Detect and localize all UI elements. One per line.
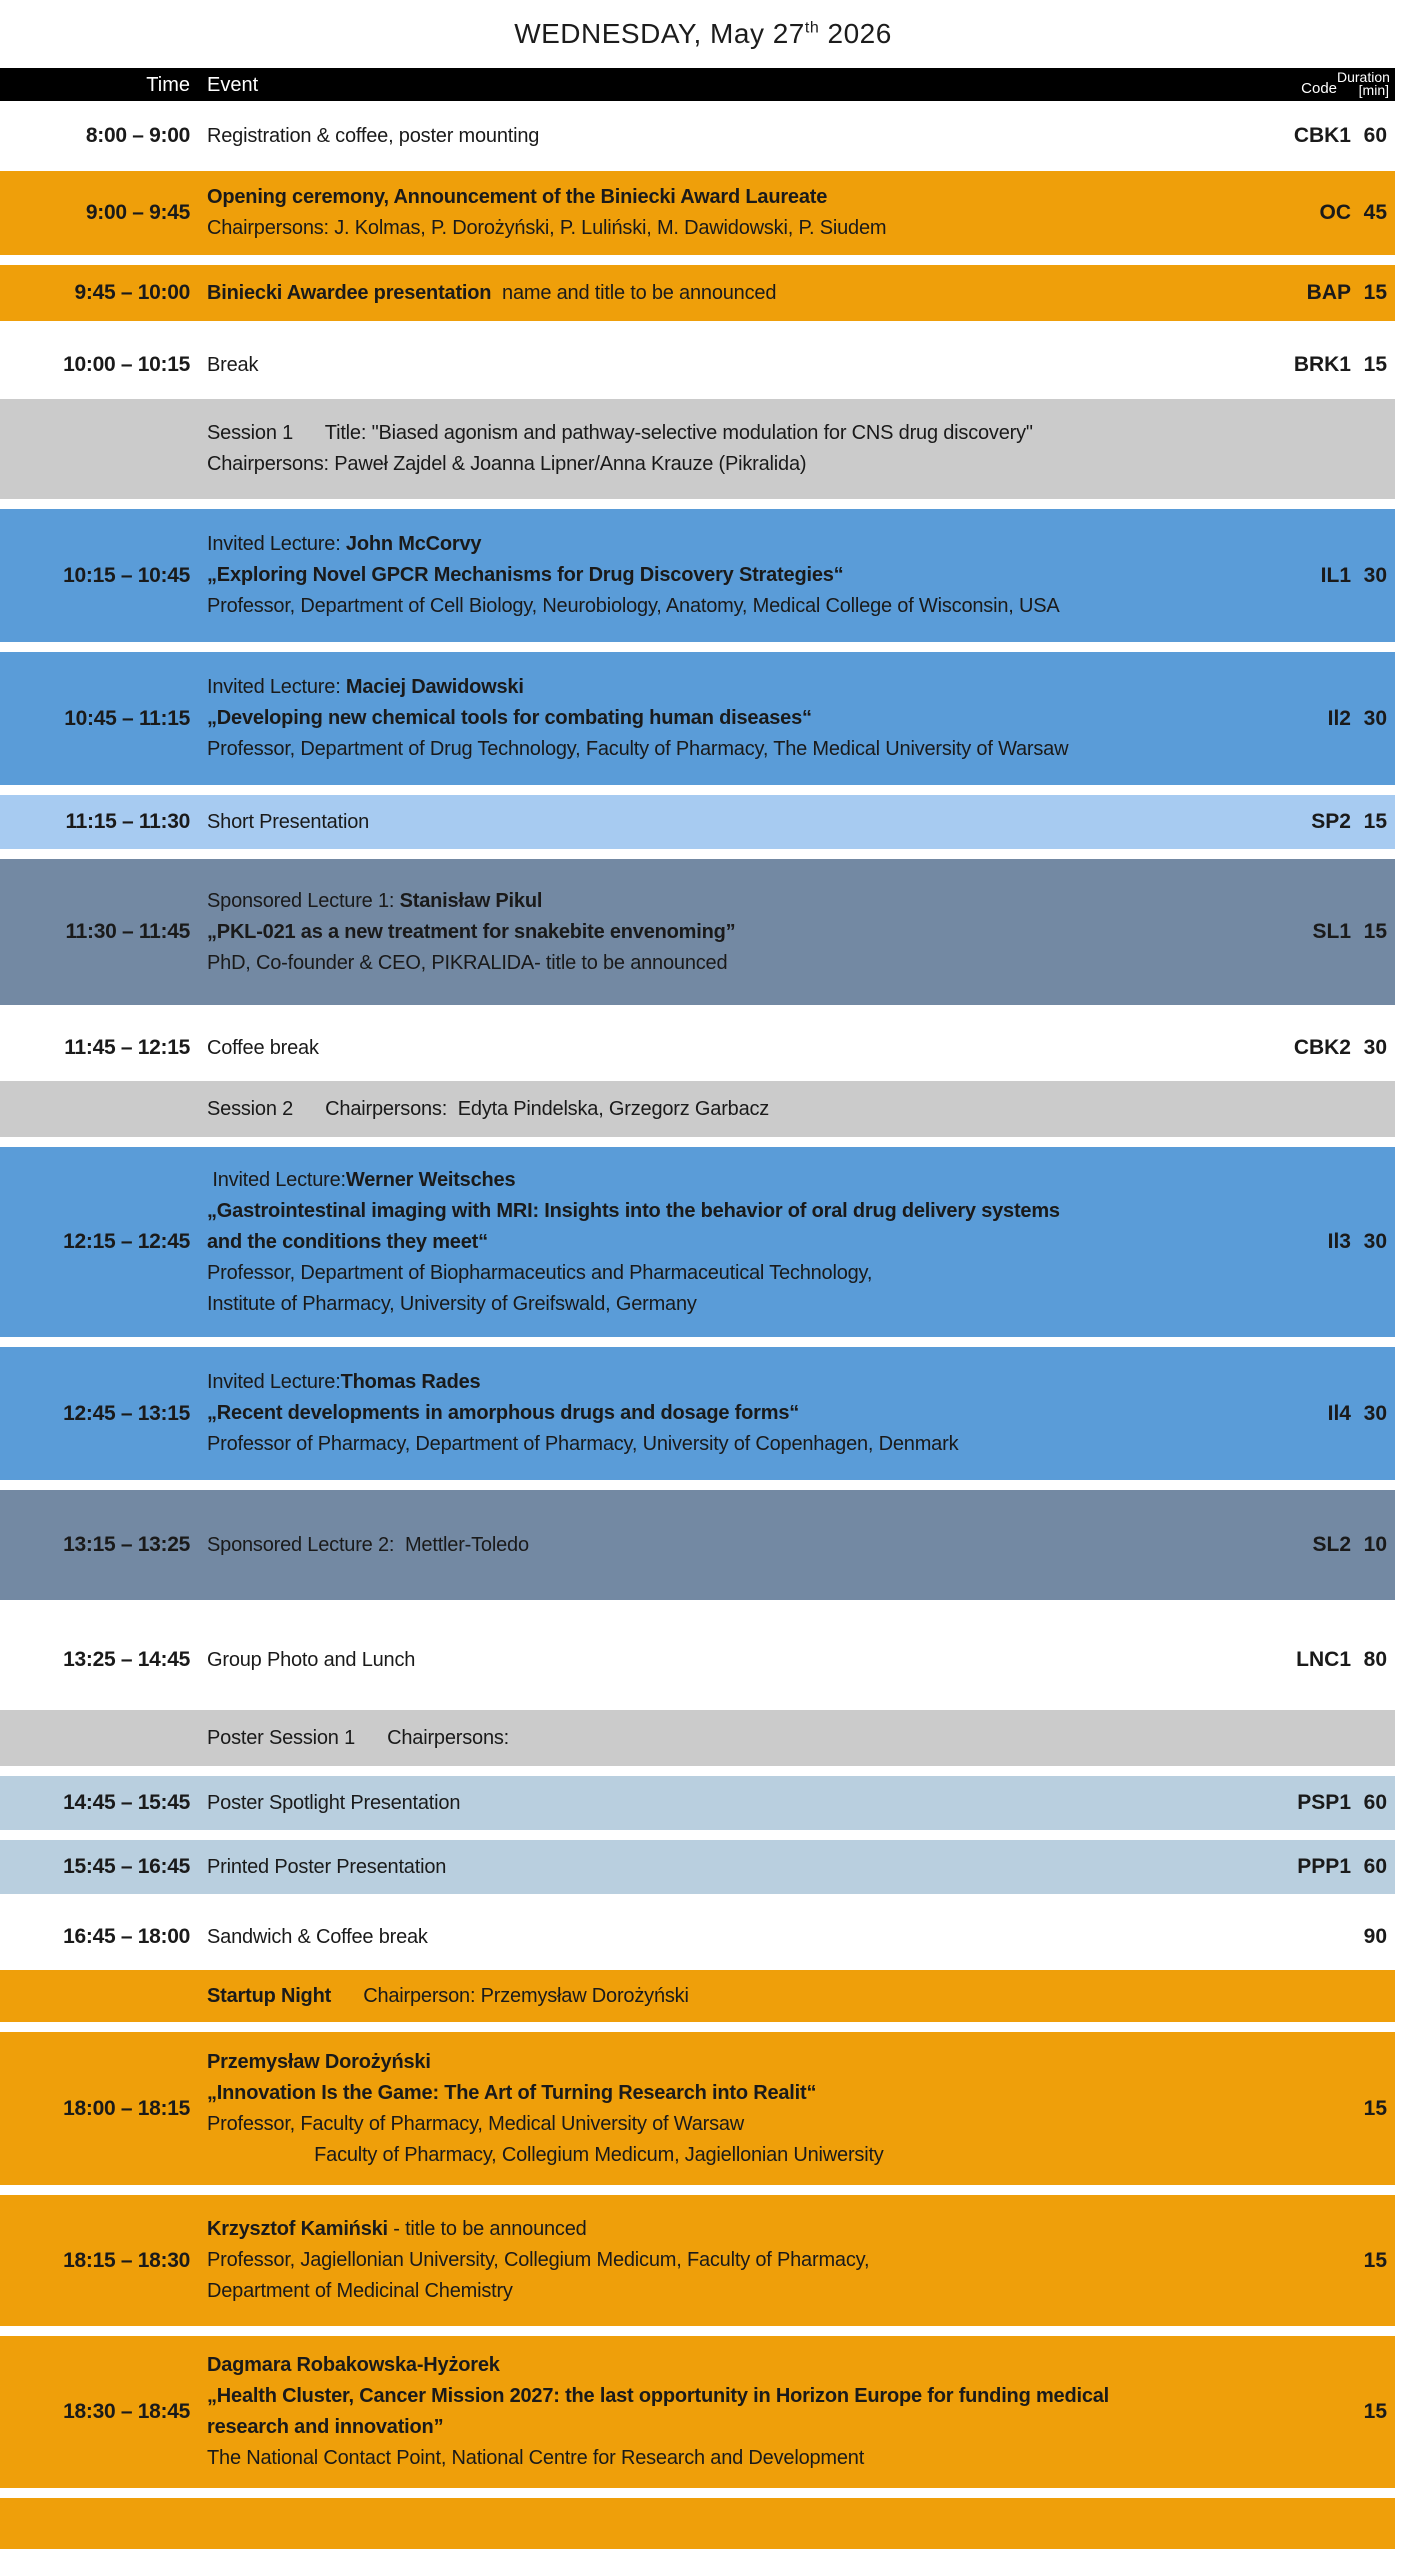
- time-range: 11:30 – 11:45: [65, 920, 190, 943]
- header-duration-line1: Duration: [1337, 69, 1390, 85]
- event-description: [190, 111, 1241, 162]
- event-description: [190, 172, 1241, 254]
- event-text: „PKL-021 as a new treatment for snakebite envenoming”: [207, 920, 736, 943]
- event-code: IL1: [1320, 563, 1351, 587]
- event-duration: 15: [1363, 2400, 1387, 2423]
- event-text: Invited Lecture:: [207, 1371, 341, 1393]
- event-text: Maciej Dawidowski: [345, 676, 524, 698]
- event-line: [207, 121, 1233, 152]
- event-code: BAP: [1306, 281, 1351, 304]
- event-text: Dagmara Robakowska-Hyżorek: [207, 2354, 500, 2376]
- time-range: 12:15 – 12:45: [63, 1230, 190, 1253]
- event-text: Professor, Department of Cell Biology, Neurobiology, Anatomy, Medical College of Wisconsin, USA: [207, 595, 1060, 617]
- page-title: [0, 0, 1406, 68]
- event-description: [190, 1842, 1241, 1893]
- time-range: 11:45 – 12:15: [64, 1036, 190, 1059]
- schedule-row-SL1: [0, 859, 1395, 1005]
- schedule-row-19: [0, 1970, 1395, 2022]
- event-line: [207, 278, 1233, 309]
- event-line: [207, 2214, 1233, 2245]
- event-line: [207, 560, 1233, 591]
- event-code: Il2: [1327, 706, 1351, 730]
- schedule-row-Il2: [0, 652, 1395, 785]
- schedule-row-22: [0, 2336, 1395, 2488]
- event-text: Professor, Faculty of Pharmacy, Medical University of Warsaw: [207, 2112, 745, 2135]
- event-text: Coffee break: [207, 1036, 319, 1059]
- event-text: Invited Lecture:: [207, 1168, 346, 1191]
- event-line: [207, 917, 1233, 948]
- event-text: Professor, Jagiellonian University, Collegium Medicum, Faculty of Pharmacy,: [207, 2249, 870, 2271]
- event-duration: 60: [1363, 124, 1387, 147]
- title-date: WEDNESDAY, May 27: [514, 18, 805, 49]
- event-text: Group Photo and Lunch: [207, 1648, 416, 1671]
- event-code: SL2: [1312, 1533, 1351, 1556]
- event-duration: 15: [1363, 353, 1387, 376]
- event-line: [207, 1289, 1233, 1320]
- event-line: [207, 1165, 1233, 1196]
- schedule-row-SP2: [0, 795, 1395, 849]
- event-code: SL1: [1312, 920, 1351, 943]
- event-text: Session 2 Chairpersons: Edyta Pindelska, Grzegorz Garbacz: [207, 1097, 770, 1120]
- event-line: [207, 2381, 1233, 2412]
- table-header: [0, 68, 1395, 101]
- schedule-row-OC: [0, 171, 1395, 255]
- event-text: Professor, Department of Biopharmaceutics and Pharmaceutical Technology,: [207, 1261, 873, 1284]
- event-code: OC: [1319, 201, 1351, 224]
- schedule-row-15: [0, 1710, 1395, 1766]
- event-line: [207, 948, 1233, 979]
- event-line: [207, 2276, 1233, 2307]
- event-line: [207, 2140, 1233, 2171]
- event-line: [207, 350, 1233, 381]
- event-text: Professor of Pharmacy, Department of Pharmacy, University of Copenhagen, Denmark: [207, 1433, 959, 1455]
- event-description: [190, 662, 1241, 775]
- time-range: 15:45 – 16:45: [63, 1855, 190, 1878]
- event-text: „Developing new chemical tools for combating human diseases“: [207, 707, 812, 729]
- event-duration: 45: [1363, 201, 1387, 224]
- event-description: [190, 1713, 1241, 1764]
- event-text: research and innovation”: [207, 2416, 444, 2438]
- event-line: [207, 182, 1233, 213]
- event-text: Invited Lecture:: [207, 676, 346, 698]
- schedule-row-23: [0, 2498, 1395, 2549]
- event-line: [207, 2078, 1233, 2109]
- event-duration: 60: [1363, 1791, 1387, 1814]
- event-line: [207, 672, 1233, 703]
- event-line: [207, 2350, 1233, 2381]
- schedule-row-CBK1: [0, 101, 1395, 171]
- event-text: Thomas Rades: [340, 1371, 481, 1393]
- event-text: Department of Medicinal Chemistry: [207, 2280, 513, 2302]
- header-code: Code: [1301, 80, 1337, 97]
- event-duration: 15: [1363, 920, 1387, 943]
- event-line: [207, 1196, 1233, 1227]
- event-line: [207, 1094, 1233, 1125]
- event-text: Poster Spotlight Presentation: [207, 1791, 461, 1814]
- event-duration: 15: [1363, 810, 1387, 833]
- time-range: 16:45 – 18:00: [63, 1925, 190, 1948]
- event-text: Break: [207, 353, 259, 376]
- event-line: [207, 591, 1233, 622]
- event-duration: 30: [1363, 1401, 1387, 1425]
- time-range: 9:45 – 10:00: [74, 281, 190, 304]
- schedule-row-Il3: [0, 1147, 1395, 1337]
- event-text: PhD, Co-founder & CEO, PIKRALIDA- title to be announced: [207, 951, 728, 974]
- event-text: Professor, Department of Drug Technology, Faculty of Pharmacy, The Medical University of Warsaw: [207, 738, 1069, 760]
- event-code: CBK1: [1293, 124, 1351, 147]
- event-text: Session 1 Title: "Biased agonism and pathway-selective modulation for CNS drug discovery": [207, 422, 1033, 444]
- event-text: Przemysław Dorożyński: [207, 2050, 431, 2073]
- event-line: [207, 2443, 1233, 2474]
- event-description: [190, 340, 1241, 391]
- schedule-row-BAP: [0, 265, 1395, 321]
- event-line: [207, 1788, 1233, 1819]
- event-text: Stanisław Pikul: [399, 889, 543, 912]
- schedule-row-BRK1: [0, 331, 1395, 399]
- event-text: Poster Session 1 Chairpersons:: [207, 1726, 510, 1749]
- time-range: 9:00 – 9:45: [85, 201, 190, 224]
- event-text: Institute of Pharmacy, University of Greifswald, Germany: [207, 1292, 697, 1315]
- event-description: [190, 268, 1241, 319]
- event-description: [190, 2204, 1241, 2317]
- event-description: [190, 1520, 1241, 1571]
- event-line: [207, 2245, 1233, 2276]
- event-line: [207, 1033, 1233, 1064]
- event-code: PSP1: [1297, 1791, 1351, 1814]
- schedule-row-10: [0, 1081, 1395, 1137]
- event-line: [207, 1429, 1233, 1460]
- event-description: [190, 1084, 1241, 1135]
- event-text: Short Presentation: [207, 810, 370, 833]
- event-description: [190, 2340, 1241, 2484]
- event-line: [207, 1367, 1233, 1398]
- event-line: [207, 807, 1233, 838]
- schedule-row-20: [0, 2032, 1395, 2185]
- event-code: Il4: [1327, 1401, 1351, 1425]
- event-text: Werner Weitsches: [345, 1168, 516, 1191]
- event-text: Registration & coffee, poster mounting: [207, 124, 540, 147]
- event-description: [190, 876, 1241, 989]
- event-description: [190, 1912, 1241, 1963]
- time-range: 18:15 – 18:30: [63, 2248, 190, 2272]
- event-line: [207, 1645, 1233, 1676]
- event-duration: 15: [1363, 281, 1387, 304]
- event-description: [190, 1357, 1241, 1470]
- event-text: Startup Night: [207, 1984, 332, 2007]
- event-description: [190, 1971, 1241, 2022]
- event-line: [207, 1398, 1233, 1429]
- event-line: [207, 1723, 1233, 1754]
- event-duration: 30: [1363, 1230, 1387, 1253]
- header-duration-line2: [min]: [1358, 82, 1389, 98]
- event-duration: 90: [1363, 1925, 1387, 1948]
- schedule-row-Il4: [0, 1347, 1395, 1480]
- event-description: [190, 1778, 1241, 1829]
- schedule-row-LNC1: [0, 1610, 1395, 1710]
- event-description: [190, 1635, 1241, 1686]
- event-text: Sandwich & Coffee break: [207, 1925, 428, 1948]
- time-range: 13:25 – 14:45: [63, 1648, 190, 1671]
- event-line: [207, 886, 1233, 917]
- time-range: 14:45 – 15:45: [63, 1791, 190, 1814]
- event-code: SP2: [1311, 810, 1351, 833]
- event-text: name and title to be announced: [491, 281, 777, 304]
- time-range: 18:30 – 18:45: [63, 2400, 190, 2423]
- event-line: [207, 418, 1233, 449]
- event-line: [207, 449, 1233, 480]
- event-text: John McCorvy: [345, 533, 482, 555]
- event-duration: 30: [1363, 563, 1387, 587]
- event-line: [207, 1922, 1233, 1953]
- event-text: „Recent developments in amorphous drugs and dosage forms“: [207, 1402, 800, 1424]
- event-text: Chairpersons: J. Kolmas, P. Dorożyński, P. Luliński, M. Dawidowski, P. Siudem: [207, 217, 887, 239]
- header-duration: [1337, 71, 1395, 97]
- event-duration: 15: [1363, 2096, 1387, 2120]
- time-range: 10:15 – 10:45: [63, 563, 190, 587]
- event-text: The National Contact Point, National Centre for Research and Development: [207, 2447, 865, 2469]
- event-text: „Innovation Is the Game: The Art of Turning Research into Realit“: [207, 2081, 817, 2104]
- schedule-row-CBK2: [0, 1015, 1395, 1081]
- event-text: Printed Poster Presentation: [207, 1855, 447, 1878]
- event-text: „Exploring Novel GPCR Mechanisms for Drug Discovery Strategies“: [207, 564, 844, 586]
- event-text: Chairpersons: Paweł Zajdel & Joanna Lipner/Anna Krauze (Pikralida): [207, 453, 807, 475]
- event-duration: 15: [1363, 2248, 1387, 2272]
- event-text: Chairperson: Przemysław Dorożyński: [331, 1984, 689, 2007]
- event-text: Biniecki Awardee presentation: [207, 281, 492, 304]
- event-text: Sponsored Lecture 2: Mettler-Toledo: [207, 1533, 529, 1556]
- time-range: 11:15 – 11:30: [65, 810, 190, 833]
- time-range: 10:00 – 10:15: [63, 353, 190, 376]
- event-text: „Gastrointestinal imaging with MRI: Insights into the behavior of oral drug delivery systems: [207, 1199, 1060, 1222]
- event-line: [207, 529, 1233, 560]
- event-description: [190, 519, 1241, 632]
- event-text: Faculty of Pharmacy, Collegium Medicum, Jagiellonian Uniwersity: [207, 2143, 884, 2166]
- event-code: CBK2: [1293, 1036, 1351, 1059]
- event-text: and the conditions they meet“: [207, 1230, 488, 1253]
- time-range: 12:45 – 13:15: [63, 1401, 190, 1425]
- title-ordinal: th: [804, 19, 820, 37]
- schedule-table: [0, 101, 1406, 2549]
- event-code: LNC1: [1296, 1648, 1351, 1671]
- event-text: Invited Lecture:: [207, 533, 346, 555]
- schedule-row-PPP1: [0, 1840, 1395, 1894]
- event-line: [207, 213, 1233, 244]
- schedule-row-21: [0, 2195, 1395, 2326]
- event-description: [190, 408, 1241, 490]
- header-event: Event: [207, 74, 259, 96]
- event-description: [190, 2037, 1241, 2181]
- event-line: [207, 2412, 1233, 2443]
- event-duration: 80: [1363, 1648, 1387, 1671]
- event-duration: 30: [1363, 1036, 1387, 1059]
- schedule-row-SL2: [0, 1490, 1395, 1600]
- time-range: 10:45 – 11:15: [64, 706, 190, 730]
- event-line: [207, 1530, 1233, 1561]
- event-code: PPP1: [1297, 1855, 1351, 1878]
- event-line: [207, 2109, 1233, 2140]
- event-code: Il3: [1327, 1230, 1351, 1253]
- event-line: [207, 1981, 1233, 2012]
- event-description: [190, 1155, 1241, 1330]
- event-duration: 30: [1363, 706, 1387, 730]
- event-description: [190, 797, 1241, 848]
- event-line: [207, 1852, 1233, 1883]
- header-time: Time: [146, 74, 190, 96]
- event-line: [207, 1227, 1233, 1258]
- schedule-row-18: [0, 1904, 1395, 1970]
- event-duration: 60: [1363, 1855, 1387, 1878]
- event-text: Opening ceremony, Announcement of the Biniecki Award Laureate: [207, 186, 828, 208]
- event-line: [207, 2047, 1233, 2078]
- time-range: 18:00 – 18:15: [63, 2096, 190, 2120]
- event-description: [190, 1023, 1241, 1074]
- event-duration: 10: [1363, 1533, 1387, 1556]
- event-text: Sponsored Lecture 1:: [207, 889, 400, 912]
- event-line: [207, 734, 1233, 765]
- title-year: 2026: [819, 18, 892, 49]
- time-range: 13:15 – 13:25: [63, 1533, 190, 1556]
- event-line: [207, 1258, 1233, 1289]
- event-line: [207, 703, 1233, 734]
- event-code: BRK1: [1293, 353, 1351, 376]
- schedule-row-4: [0, 399, 1395, 499]
- event-text: - title to be announced: [387, 2218, 587, 2240]
- event-text: „Health Cluster, Cancer Mission 2027: the last opportunity in Horizon Europe for funding medical: [207, 2385, 1110, 2407]
- schedule-row-IL1: [0, 509, 1395, 642]
- schedule-row-PSP1: [0, 1776, 1395, 1830]
- time-range: 8:00 – 9:00: [85, 124, 190, 147]
- event-text: Krzysztof Kamiński: [207, 2218, 388, 2240]
- event-description: [190, 2514, 1241, 2534]
